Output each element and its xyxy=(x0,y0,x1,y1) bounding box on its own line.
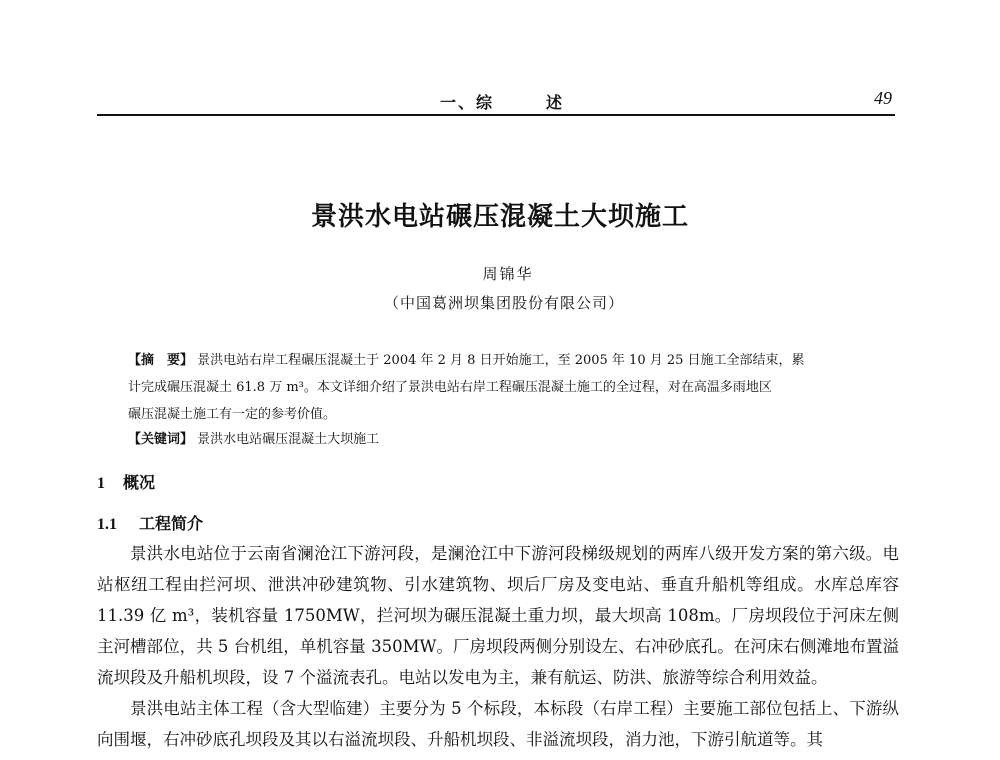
author-affiliation: （中国葛洲坝集团股份有限公司） xyxy=(383,294,624,312)
subsection-number: 1.1 xyxy=(97,516,117,533)
author-name: 周锦华 xyxy=(482,265,534,283)
page-number: 49 xyxy=(874,88,892,108)
body-text xyxy=(97,538,899,755)
section-heading xyxy=(97,470,155,493)
abstract-label: 【摘 要】 xyxy=(128,353,194,368)
section-title: 概况 xyxy=(123,473,156,492)
keywords xyxy=(128,428,379,447)
abstract xyxy=(128,347,888,428)
article-title: 景洪水电站碾压混凝土大坝施工 xyxy=(310,202,689,232)
paragraph: 景洪水电站位于云南省澜沧江下游河段，是澜沧江中下游河段梯级规划的两库八级开发方案的第六级。电站枢纽工程由拦河坝、泄洪冲砂建筑物、引水建筑物、坝后厂房及变电站、垂直升船机等组成。水库总库容 11.39 亿 m³，装机容量 1750MW，拦河坝为碾压混凝土重力坝，最大坝高 108m。厂房坝段位于河床左侧主河槽部位，共 5 台机组，单机容量 350MW。厂房坝段两侧分别设左、右冲砂底孔。在河床右侧滩地布置溢流坝段及升船机坝段，设 7 个溢流表孔。电站以发电为主，兼有航运、防洪、旅游等综合利用效益。 xyxy=(97,544,900,687)
abstract-line: 【摘 要】 景洪电站右岸工程碾压混凝土于 2004 年 2 月 8 日开始施工，至 2005 年 10 月 25 日施工全部结束，累 xyxy=(128,353,805,368)
header-divider xyxy=(97,114,895,116)
paragraph: 景洪电站主体工程（含大型临建）主要分为 5 个标段，本标段（右岸工程）主要施工部位包括上、下游纵向围堰，右冲砂底孔坝段及其以右溢流坝段、升船机坝段、非溢流坝段，消力池，下游引航道等。其 xyxy=(97,699,899,749)
header-section-title: 一、综 述 xyxy=(440,93,565,112)
subsection-heading xyxy=(97,511,203,534)
abstract-line: 碾压混凝土施工有一定的参考价值。 xyxy=(128,407,337,422)
abstract-line: 计完成碾压混凝土 61.8 万 m³。本文详细介绍了景洪电站右岸工程碾压混凝土施工的全过程，对在高温多雨地区 xyxy=(128,380,772,395)
keywords-text: 景洪水电站碾压混凝土大坝施工 xyxy=(197,432,380,447)
keywords-label: 【关键词】 xyxy=(128,432,194,447)
subsection-title: 工程简介 xyxy=(139,514,204,533)
section-number: 1 xyxy=(97,475,105,492)
